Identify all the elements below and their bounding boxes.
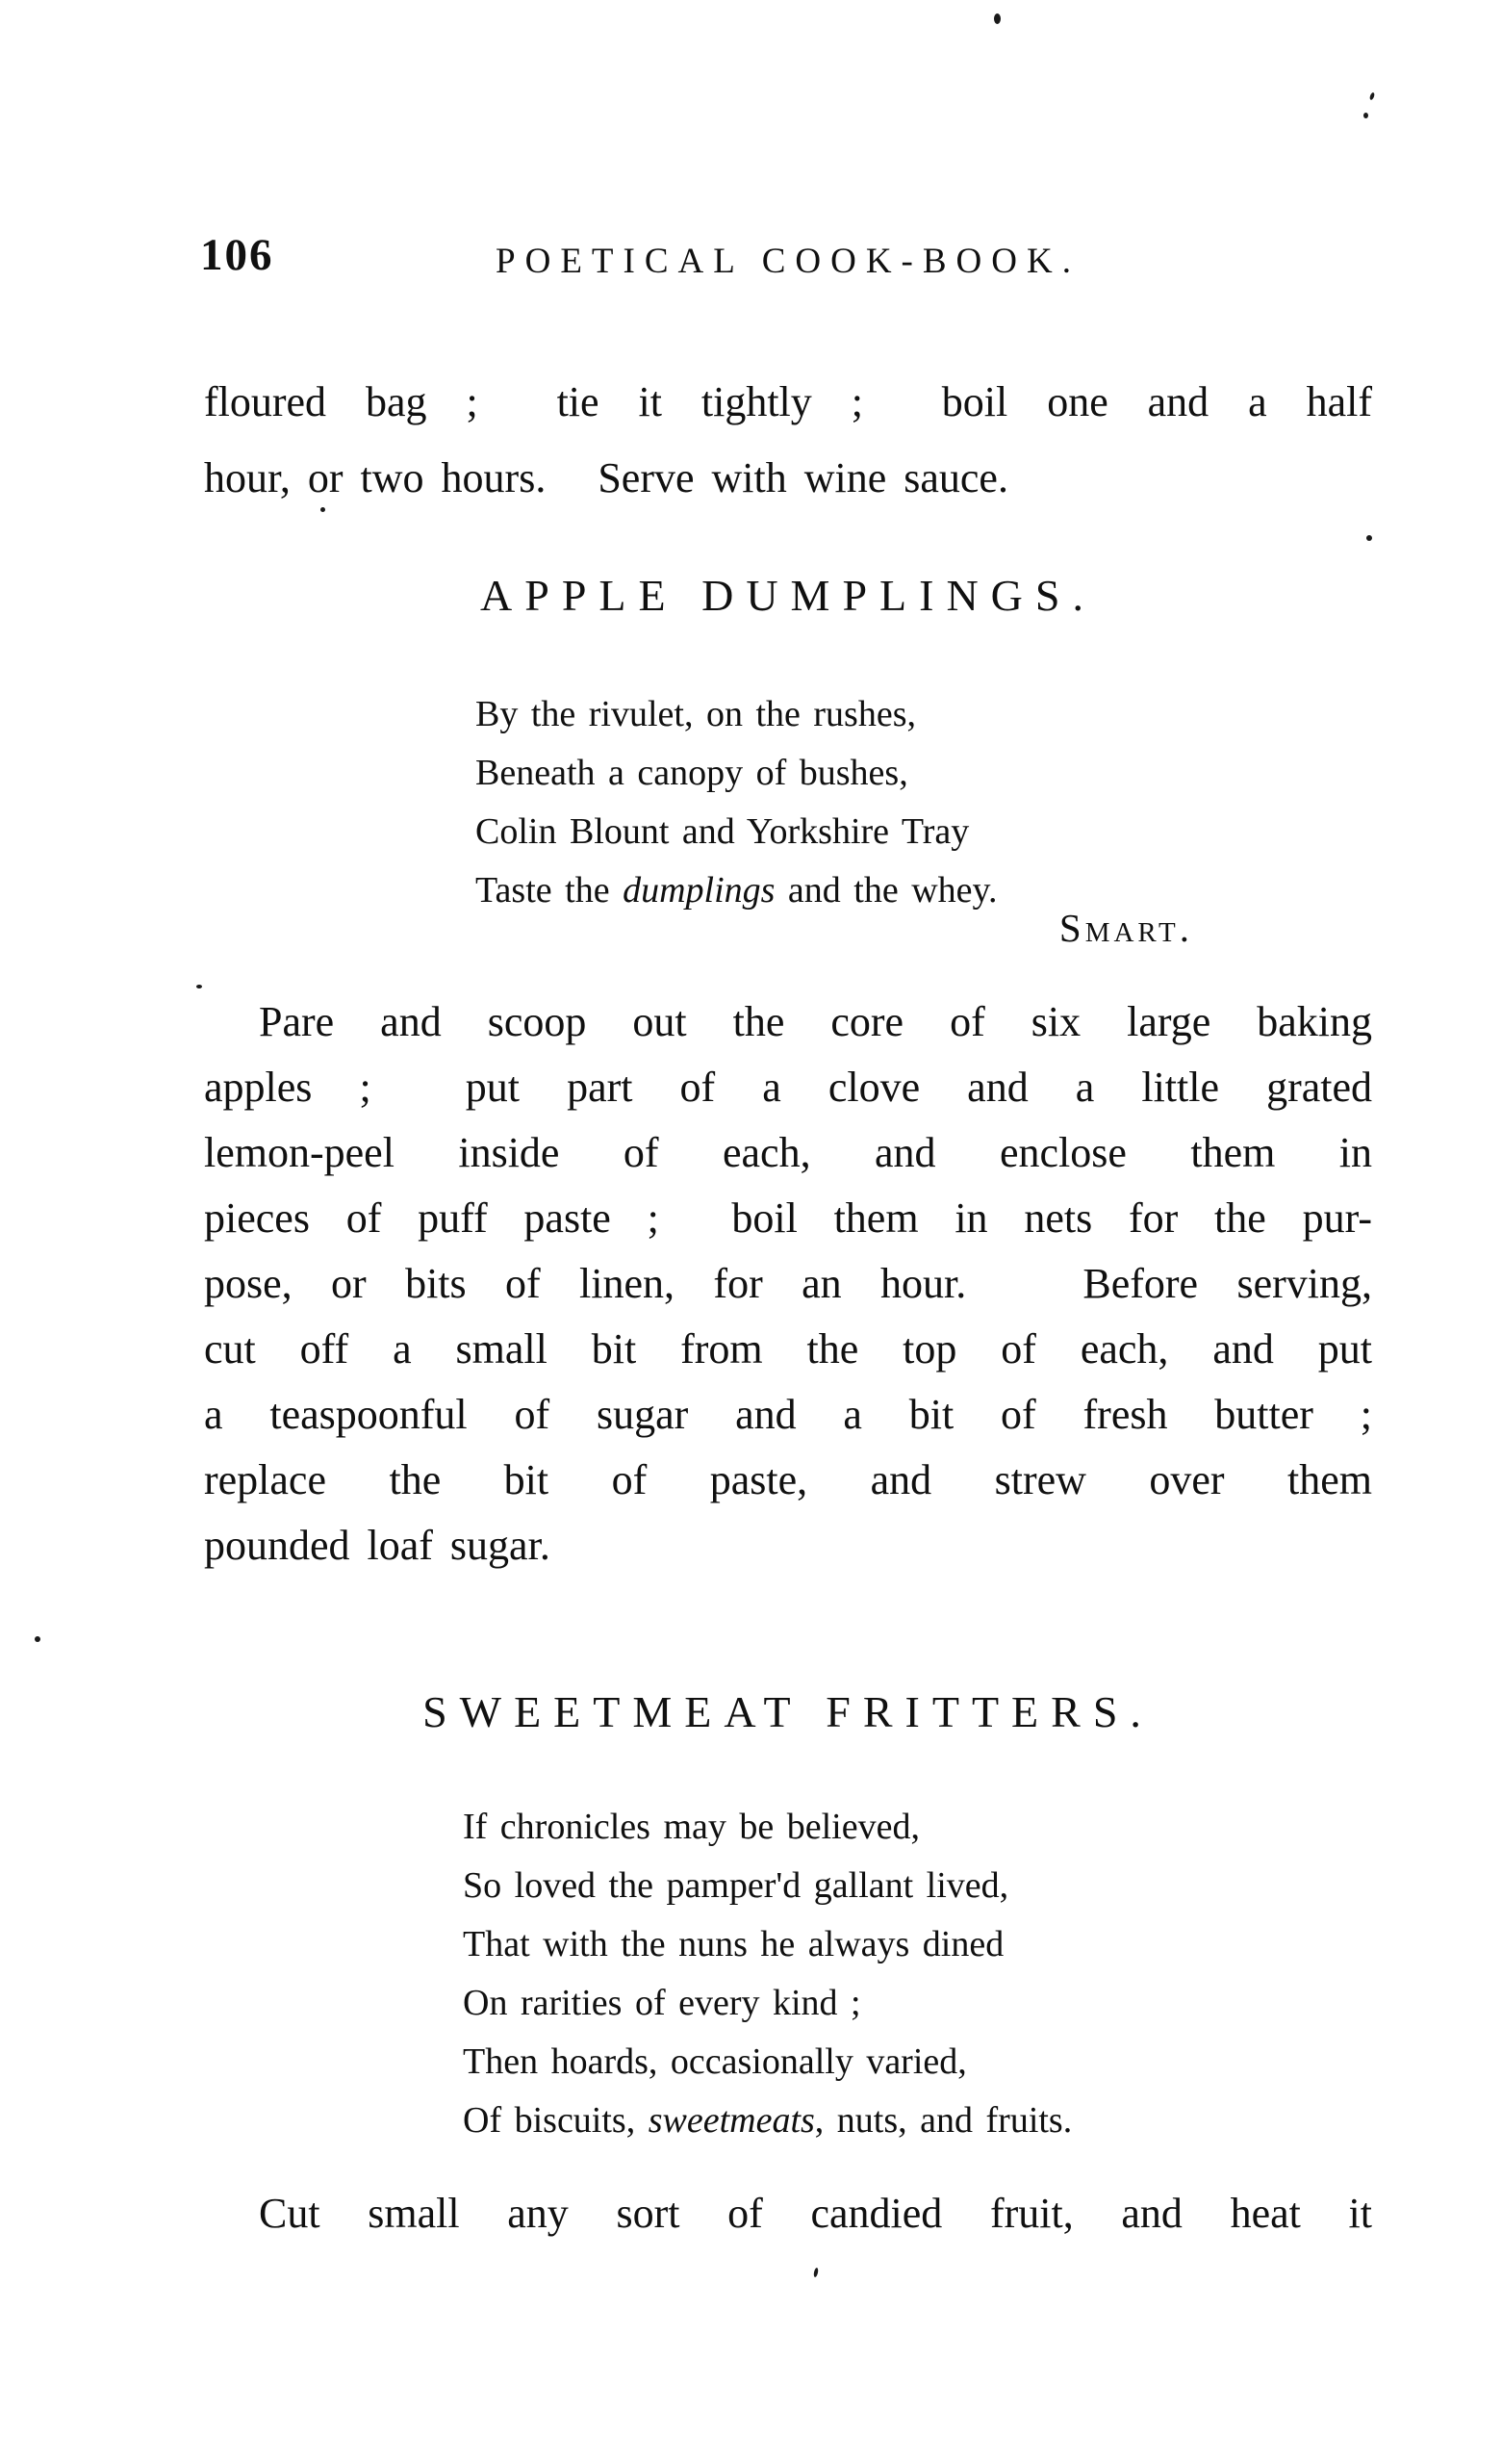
paragraph-line: cut off a small bit from the top of each, and put [204,1325,1372,1373]
scan-speck [196,985,202,988]
running-header-title: POETICAL COOK-BOOK. [496,242,1081,281]
scan-speck [1366,535,1372,541]
poem-line [463,1857,1072,1915]
recipe-body-apple-dumplings [204,989,1372,1578]
poem-line [463,1798,1072,1857]
poem-text: Of biscuits, [463,2100,649,2141]
recipe-title-sweetmeat-fritters: SWEETMEAT FRITTERS. [422,1687,1154,1736]
poem-text: Then hoards, occasionally varied, [463,2041,967,2082]
paragraph-line: Pare and scoop out the core of six large baking [259,998,1372,1045]
paragraph-line: pose, or bits of linen, for an hour. Before serving, [204,1260,1372,1307]
poem-line [463,2033,1072,2092]
page-number: 106 [200,230,274,280]
poem-line [475,685,998,744]
paragraph-line: replace the bit of paste, and strew over them [204,1456,1372,1503]
recipe-title-apple-dumplings: APPLE DUMPLINGS. [480,571,1096,620]
poem-text: If chronicles may be believed, [463,1807,920,1847]
poem-text: On rarities of every kind ; [463,1983,861,2023]
poem-text: By the rivulet, on the rushes, [475,694,916,734]
scan-speck [813,2268,819,2278]
poem-line [463,1974,1072,2033]
continuation-paragraph [204,364,1372,516]
poem-text: , nuts, and fruits. [814,2100,1073,2141]
poem-line [463,2092,1072,2150]
poem-line [475,803,998,861]
poem-line [463,1915,1072,1974]
scan-speck [1363,113,1368,118]
paragraph-line: a teaspoonful of sugar and a bit of fresh butter ; [204,1391,1372,1438]
poem-text: That with the nuns he always dined [463,1924,1005,1964]
paragraph-line: apples ; put part of a clove and a little grated [204,1064,1372,1111]
scan-speck [320,507,325,512]
poem-text: So loved the pamper'd gallant lived, [463,1865,1009,1906]
paragraph-line: Cut small any sort of candied fruit, and heat it [259,2190,1372,2237]
poem-text: Colin Blount and Yorkshire Tray [475,811,970,852]
poem-attribution: Smart. [1058,906,1193,950]
paragraph-line: pounded loaf sugar. [204,1522,550,1569]
poem-text: Beneath a canopy of bushes, [475,753,908,793]
epigraph-poem-sweetmeat-fritters [463,1798,1072,2150]
scan-speck [35,1636,40,1642]
scan-speck [1369,92,1375,101]
poem-text: and the whey. [775,870,998,911]
poem-text-italic: sweetmeats [648,2100,815,2141]
poem-text: Taste the [475,870,624,911]
recipe-body-sweetmeat-fritters [204,2181,1372,2246]
paragraph-line: floured bag ; tie it tightly ; boil one and a half [204,378,1372,425]
paragraph-line: hour, or two hours. Serve with wine sauce. [204,454,1008,501]
paragraph-line: pieces of puff paste ; boil them in nets for the pur- [204,1194,1372,1242]
paragraph-line: lemon-peel inside of each, and enclose them in [204,1129,1372,1176]
scan-speck [994,13,1001,24]
epigraph-poem-apple-dumplings [475,685,998,920]
poem-line [475,744,998,803]
poem-text-italic: dumplings [623,870,776,911]
